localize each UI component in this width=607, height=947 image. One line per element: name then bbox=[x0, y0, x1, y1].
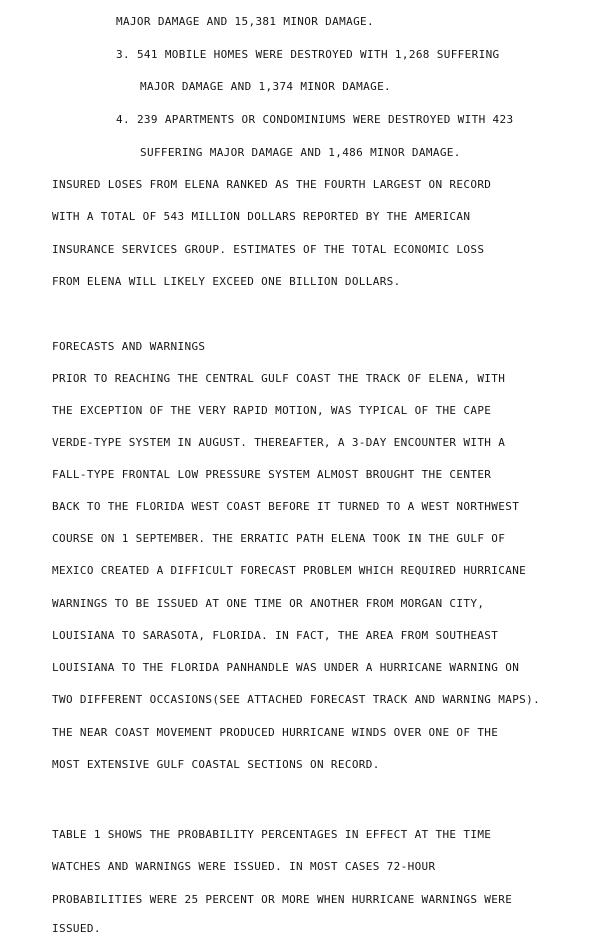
paragraph-line: PROBABILITIES WERE 25 PERCENT OR MORE WHEN HURRICANE WARNINGS WERE bbox=[52, 893, 513, 906]
list-item-text: 541 MOBILE HOMES WERE DESTROYED WITH 1,268 SUFFERING bbox=[136, 48, 500, 61]
paragraph-line: TABLE 1 SHOWS THE PROBABILITY PERCENTAGES IN EFFECT AT THE TIME bbox=[52, 828, 492, 841]
paragraph-line: TWO DIFFERENT OCCASIONS(SEE ATTACHED FORECAST TRACK AND WARNING MAPS). bbox=[52, 693, 541, 706]
paragraph-line: BACK TO THE FLORIDA WEST COAST BEFORE IT TURNED TO A WEST NORTHWEST bbox=[52, 500, 520, 513]
damage-item-3-line1 bbox=[116, 48, 500, 62]
list-number: 4. bbox=[116, 113, 130, 126]
paragraph-line: FROM ELENA WILL LIKELY EXCEED ONE BILLION DOLLARS. bbox=[52, 275, 401, 288]
paragraph-line: INSURED LOSES FROM ELENA RANKED AS THE FOURTH LARGEST ON RECORD bbox=[52, 178, 492, 191]
paragraph-line: INSURANCE SERVICES GROUP. ESTIMATES OF THE TOTAL ECONOMIC LOSS bbox=[52, 243, 485, 256]
damage-item-2-continuation: MAJOR DAMAGE AND 15,381 MINOR DAMAGE. bbox=[116, 15, 374, 28]
paragraph-line: FALL-TYPE FRONTAL LOW PRESSURE SYSTEM ALMOST BROUGHT THE CENTER bbox=[52, 468, 492, 481]
damage-item-3-line2: MAJOR DAMAGE AND 1,374 MINOR DAMAGE. bbox=[140, 80, 392, 93]
paragraph-line: LOUISIANA TO SARASOTA, FLORIDA. IN FACT, THE AREA FROM SOUTHEAST bbox=[52, 629, 499, 642]
list-number: 3. bbox=[116, 48, 130, 61]
paragraph-line: COURSE ON 1 SEPTEMBER. THE ERRATIC PATH ELENA TOOK IN THE GULF OF bbox=[52, 532, 506, 545]
list-item-text: 239 APARTMENTS OR CONDOMINIUMS WERE DESTROYED WITH 423 bbox=[136, 113, 514, 126]
paragraph-line: MOST EXTENSIVE GULF COASTAL SECTIONS ON RECORD. bbox=[52, 758, 380, 771]
paragraph-line: WARNINGS TO BE ISSUED AT ONE TIME OR ANOTHER FROM MORGAN CITY, bbox=[52, 597, 485, 610]
paragraph-line: THE NEAR COAST MOVEMENT PRODUCED HURRICANE WINDS OVER ONE OF THE bbox=[52, 726, 499, 739]
paragraph-line: WITH A TOTAL OF 543 MILLION DOLLARS REPORTED BY THE AMERICAN bbox=[52, 210, 471, 223]
section-heading: FORECASTS AND WARNINGS bbox=[52, 340, 206, 353]
paragraph-line: VERDE-TYPE SYSTEM IN AUGUST. THEREAFTER, A 3-DAY ENCOUNTER WITH A bbox=[52, 436, 506, 449]
paragraph-line: MEXICO CREATED A DIFFICULT FORECAST PROBLEM WHICH REQUIRED HURRICANE bbox=[52, 564, 527, 577]
damage-item-4-line1 bbox=[116, 113, 513, 127]
damage-item-4-line2: SUFFERING MAJOR DAMAGE AND 1,486 MINOR DAMAGE. bbox=[140, 146, 461, 159]
paragraph-line: PRIOR TO REACHING THE CENTRAL GULF COAST THE TRACK OF ELENA, WITH bbox=[52, 372, 506, 385]
paragraph-line: LOUISIANA TO THE FLORIDA PANHANDLE WAS UNDER A HURRICANE WARNING ON bbox=[52, 661, 520, 674]
paragraph-line: THE EXCEPTION OF THE VERY RAPID MOTION, WAS TYPICAL OF THE CAPE bbox=[52, 404, 492, 417]
paragraph-line: ISSUED. bbox=[52, 922, 101, 935]
paragraph-line: WATCHES AND WARNINGS WERE ISSUED. IN MOST CASES 72-HOUR bbox=[52, 860, 436, 873]
